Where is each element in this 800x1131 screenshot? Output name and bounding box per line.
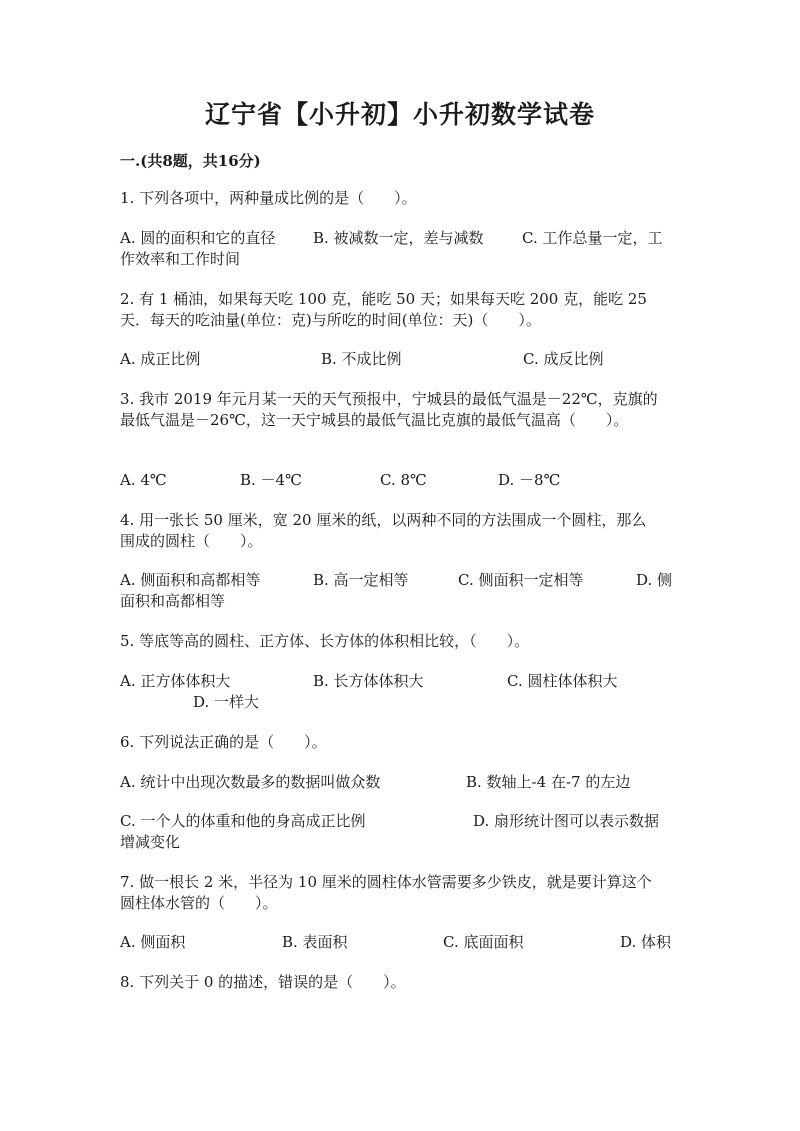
question-4-option-d-cont: 面积和高都相等 bbox=[120, 592, 226, 610]
question-5-option-a: A. 正方体体积大 bbox=[120, 672, 231, 690]
question-6-stem: 6. 下列说法正确的是（ ）。 bbox=[120, 733, 327, 751]
question-1-option-c: C. 工作总量一定，工 bbox=[522, 229, 663, 247]
question-4-option-b: B. 高一定相等 bbox=[313, 571, 409, 589]
question-4-option-c: C. 侧面积一定相等 bbox=[458, 571, 584, 589]
question-3-option-c: C. 8℃ bbox=[380, 471, 427, 489]
question-1-option-b: B. 被减数一定，差与减数 bbox=[313, 229, 484, 247]
question-5-option-c: C. 圆柱体体积大 bbox=[507, 672, 618, 690]
question-4-stem-line-2: 围成的圆柱（ ）。 bbox=[120, 532, 263, 550]
question-3-option-b: B. －4℃ bbox=[240, 471, 302, 489]
question-7-stem-line-1: 7. 做一根长 2 米，半径为 10 厘米的圆柱体水管需要多少铁皮，就是要计算这个 bbox=[120, 873, 652, 891]
question-3-stem-line-2: 最低气温是－26℃，这一天宁城县的最低气温比克旗的最低气温高（ ）。 bbox=[120, 411, 629, 429]
question-7-stem-line-2: 圆柱体水管的（ ）。 bbox=[120, 894, 278, 912]
question-4-option-d: D. 侧 bbox=[636, 571, 673, 589]
question-2-stem-line-2: 天．每天的吃油量(单位：克)与所吃的时间(单位：天)（ ）。 bbox=[120, 311, 541, 329]
question-4-option-a: A. 侧面积和高都相等 bbox=[120, 571, 261, 589]
question-3-option-d: D. －8℃ bbox=[498, 471, 561, 489]
question-8-stem: 8. 下列关于 0 的描述，错误的是（ ）。 bbox=[120, 973, 406, 991]
question-2-option-c: C. 成反比例 bbox=[523, 350, 604, 368]
page-title: 辽宁省【小升初】小升初数学试卷 bbox=[204, 100, 595, 129]
question-1-stem: 1. 下列各项中，两种量成比例的是（ ）。 bbox=[120, 189, 417, 207]
question-6-option-c: C. 一个人的体重和他的身高成正比例 bbox=[120, 812, 366, 830]
question-5-option-d: D. 一样大 bbox=[193, 693, 260, 711]
question-7-option-c: C. 底面面积 bbox=[443, 933, 524, 951]
question-1-option-a: A. 圆的面积和它的直径 bbox=[120, 229, 276, 247]
question-4-stem-line-1: 4. 用一张长 50 厘米，宽 20 厘米的纸，以两种不同的方法围成一个圆柱，那么 bbox=[120, 511, 647, 529]
question-6-option-a: A. 统计中出现次数最多的数据叫做众数 bbox=[120, 773, 381, 791]
section-heading: 一.(共8题，共16分) bbox=[120, 152, 261, 170]
question-3-option-a: A. 4℃ bbox=[120, 471, 167, 489]
question-2-stem-line-1: 2. 有 1 桶油，如果每天吃 100 克，能吃 50 天；如果每天吃 200 克，能吃 25 bbox=[120, 290, 647, 308]
question-5-stem: 5. 等底等高的圆柱、正方体、长方体的体积相比较，（ ）。 bbox=[120, 632, 530, 650]
question-7-option-b: B. 表面积 bbox=[282, 933, 348, 951]
question-1-option-c-cont: 作效率和工作时间 bbox=[120, 250, 241, 268]
question-2-option-b: B. 不成比例 bbox=[321, 350, 402, 368]
question-6-option-d: D. 扇形统计图可以表示数据 bbox=[473, 812, 660, 830]
question-5-option-b: B. 长方体体积大 bbox=[313, 672, 424, 690]
question-2-option-a: A. 成正比例 bbox=[120, 350, 201, 368]
question-3-stem-line-1: 3. 我市 2019 年元月某一天的天气预报中，宁城县的最低气温是－22℃，克旗的 bbox=[120, 390, 658, 408]
question-6-option-d-cont: 增减变化 bbox=[120, 833, 181, 851]
question-7-option-a: A. 侧面积 bbox=[120, 933, 186, 951]
question-6-option-b: B. 数轴上-4 在-7 的左边 bbox=[466, 773, 631, 791]
question-7-option-d: D. 体积 bbox=[620, 933, 672, 951]
